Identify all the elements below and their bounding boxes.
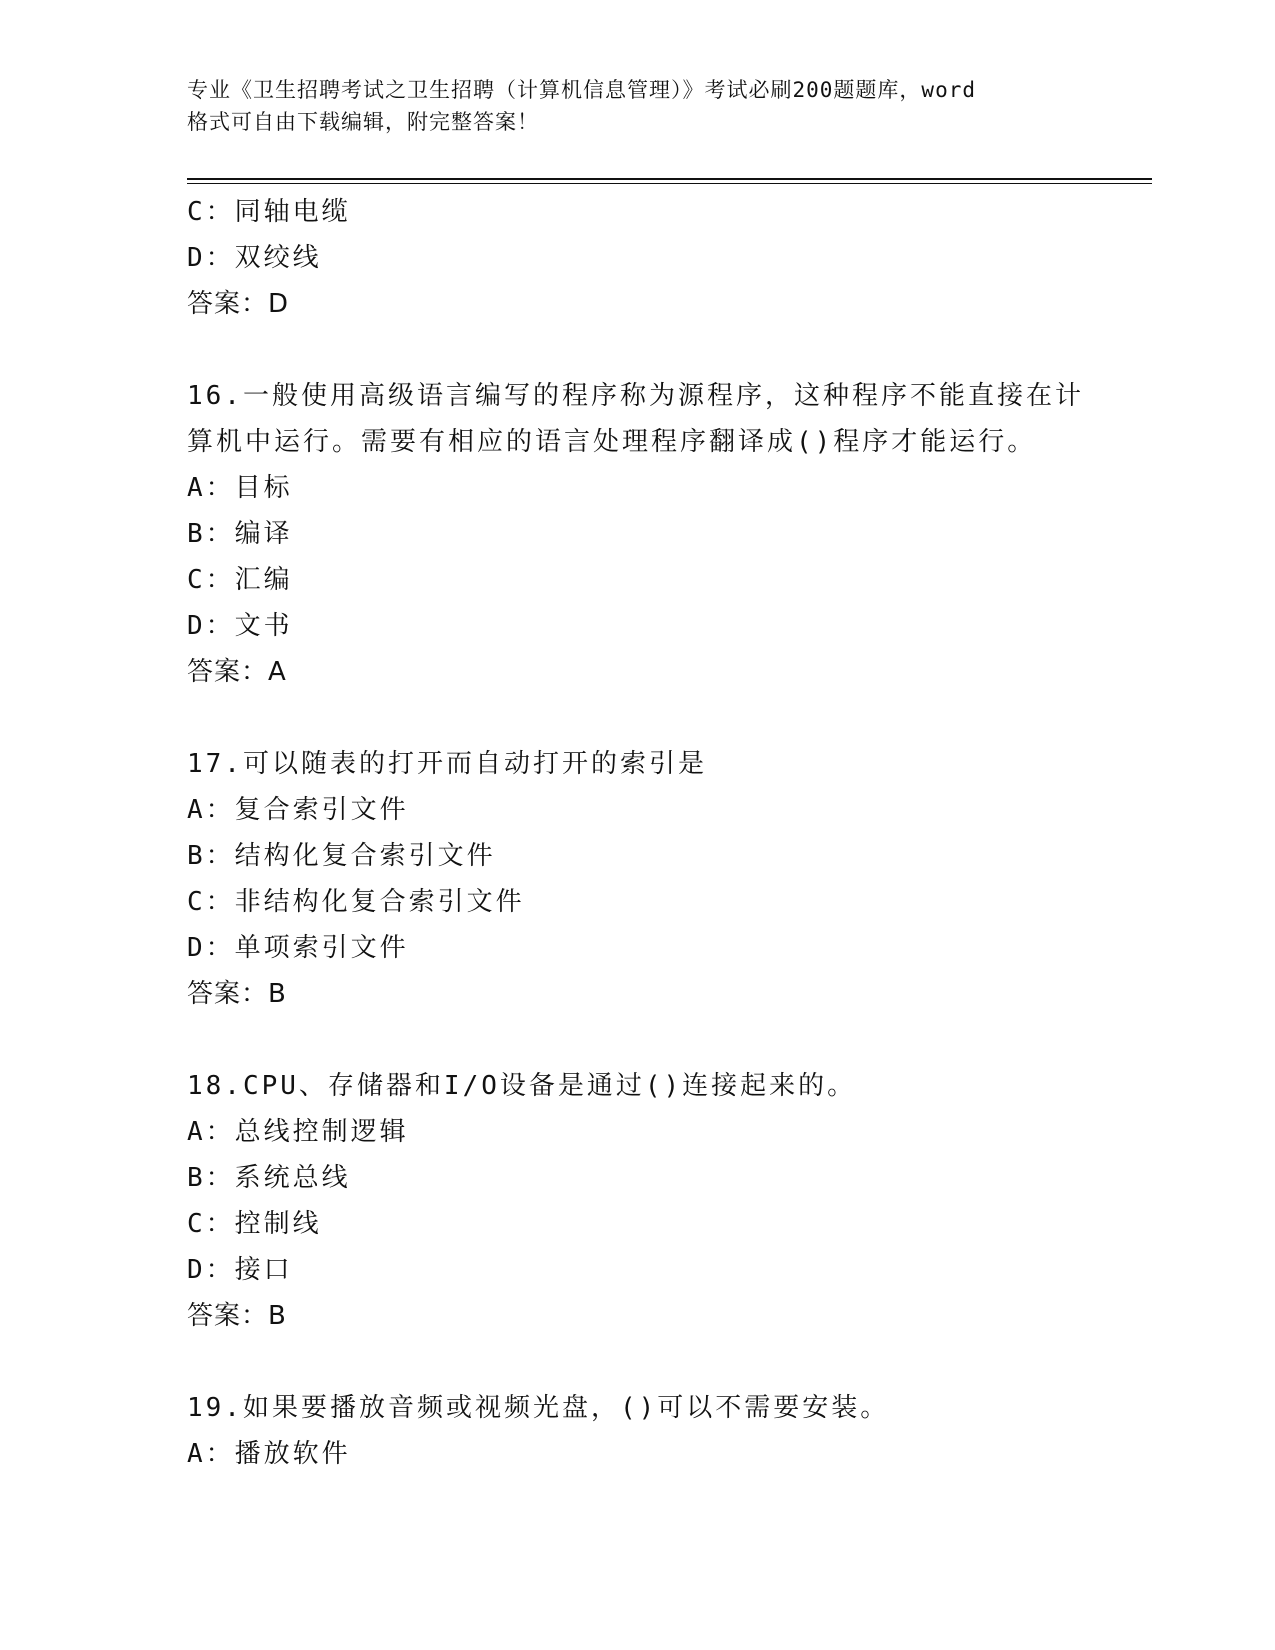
header-line-1: 专业《卫生招聘考试之卫生招聘（计算机信息管理）》考试必刷200题题库，word bbox=[187, 78, 976, 102]
option-b: B：编译 bbox=[187, 519, 293, 549]
option-c: C：非结构化复合索引文件 bbox=[187, 887, 525, 917]
question-text: 17.可以随表的打开而自动打开的索引是 bbox=[187, 749, 707, 779]
answer-text: 答案：B bbox=[187, 1301, 287, 1331]
option-b: B：结构化复合索引文件 bbox=[187, 841, 496, 871]
question-17 bbox=[187, 741, 1087, 1017]
question-list bbox=[187, 189, 1087, 1477]
option-a: A：目标 bbox=[187, 473, 293, 503]
question-fragment bbox=[187, 189, 1087, 327]
question-text: 算机中运行。需要有相应的语言处理程序翻译成()程序才能运行。 bbox=[187, 427, 1037, 457]
option-a: A：总线控制逻辑 bbox=[187, 1117, 409, 1147]
spacer bbox=[187, 1339, 1087, 1385]
option-d: D：单项索引文件 bbox=[187, 933, 409, 963]
option-c: C：汇编 bbox=[187, 565, 293, 595]
question-text: 16.一般使用高级语言编写的程序称为源程序，这种程序不能直接在计 bbox=[187, 381, 1084, 411]
spacer bbox=[187, 695, 1087, 741]
question-19 bbox=[187, 1385, 1087, 1477]
option-d: D：双绞线 bbox=[187, 243, 322, 273]
option-a: A：播放软件 bbox=[187, 1439, 351, 1469]
header-rule-thick bbox=[187, 178, 1152, 180]
answer-text: 答案：B bbox=[187, 979, 287, 1009]
spacer bbox=[187, 327, 1087, 373]
document-header bbox=[187, 74, 1087, 138]
option-c: C：同轴电缆 bbox=[187, 197, 351, 227]
option-d: D：文书 bbox=[187, 611, 293, 641]
option-b: B：系统总线 bbox=[187, 1163, 351, 1193]
question-text: 19.如果要播放音频或视频光盘，()可以不需要安装。 bbox=[187, 1393, 890, 1423]
spacer bbox=[187, 1017, 1087, 1063]
question-16 bbox=[187, 373, 1087, 695]
option-c: C：控制线 bbox=[187, 1209, 322, 1239]
header-rule-thin bbox=[187, 183, 1152, 184]
answer-text: 答案：D bbox=[187, 289, 290, 319]
option-d: D：接口 bbox=[187, 1255, 293, 1285]
header-line-2: 格式可自由下载编辑，附完整答案！ bbox=[187, 110, 539, 134]
answer-text: 答案：A bbox=[187, 657, 287, 687]
option-a: A：复合索引文件 bbox=[187, 795, 409, 825]
question-text: 18.CPU、存储器和I/O设备是通过()连接起来的。 bbox=[187, 1071, 857, 1101]
question-18 bbox=[187, 1063, 1087, 1339]
